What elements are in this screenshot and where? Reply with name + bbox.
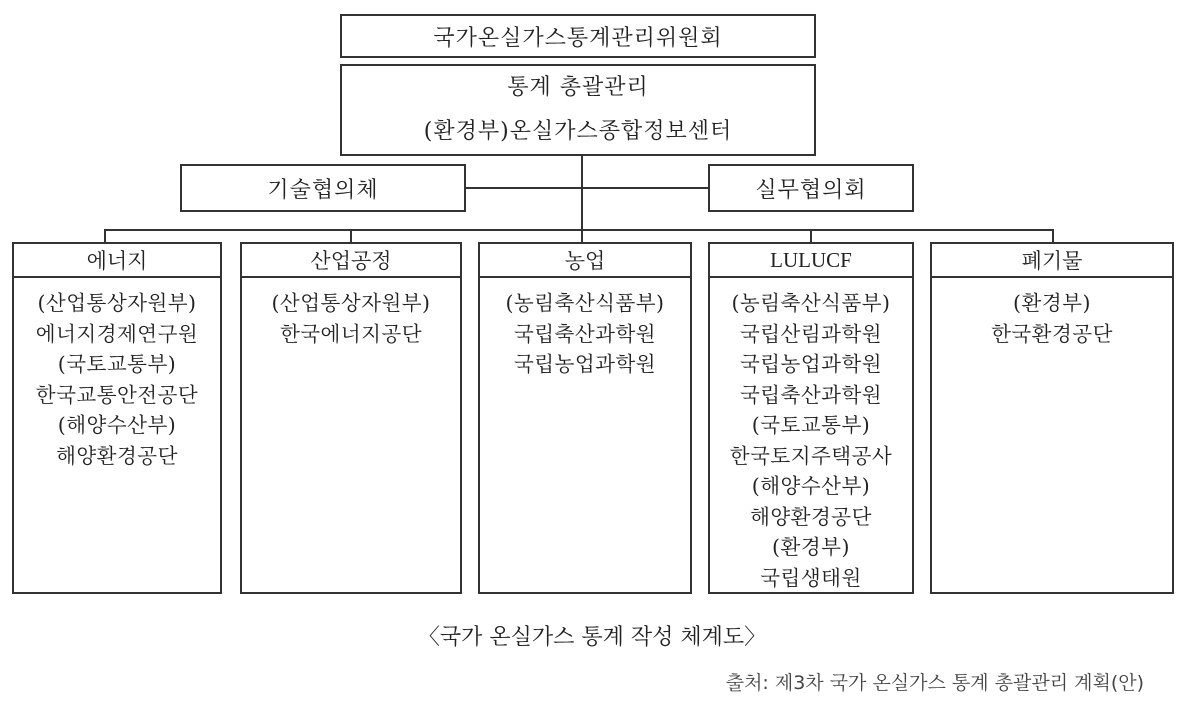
center-box bbox=[340, 104, 816, 156]
sector-line: 해양환경공단 bbox=[56, 443, 178, 468]
sector-line: (농림축산식품부) bbox=[731, 291, 891, 315]
technical-council-label: 기술협의체 bbox=[267, 177, 379, 203]
sector-line: (국토교통부) bbox=[57, 352, 177, 376]
sector-line: 국립농업과학원 bbox=[513, 352, 657, 376]
sector-line: (산업통상자원부) bbox=[37, 291, 197, 315]
sector-line: (환경부) bbox=[1013, 291, 1091, 315]
sector-bus-line bbox=[104, 229, 1054, 231]
sector-title: LULUCF bbox=[710, 244, 912, 278]
management-box bbox=[340, 64, 816, 106]
figure-caption: 〈국가 온실가스 통계 작성 체계도〉 bbox=[417, 625, 767, 650]
sector-line: (환경부) bbox=[772, 535, 850, 559]
sector-body bbox=[242, 278, 460, 349]
working-council-label: 실무협의회 bbox=[755, 177, 867, 203]
sector-title: 에너지 bbox=[14, 244, 220, 278]
source-note: 출처: 제3차 국가 온실가스 통계 총괄관리 계획(안) bbox=[725, 672, 1144, 694]
sector-line: 국립생태원 bbox=[760, 565, 862, 590]
sector-energy bbox=[12, 242, 222, 594]
sector-line: 국립농업과학원 bbox=[739, 352, 883, 376]
committee-label: 국가온실가스통계관리위원회 bbox=[433, 25, 723, 51]
sector-line: (해양수산부) bbox=[751, 474, 871, 498]
side-connector bbox=[464, 187, 708, 189]
sector-title: 폐기물 bbox=[932, 244, 1172, 278]
sector-line: 한국토지주택공사 bbox=[729, 443, 893, 468]
sector-agriculture bbox=[478, 242, 692, 594]
management-label: 통계 총괄관리 bbox=[507, 74, 649, 100]
sector-waste bbox=[930, 242, 1174, 594]
sector-line: 한국환경공단 bbox=[991, 321, 1113, 346]
sector-body bbox=[932, 278, 1172, 349]
sector-line: (농림축산식품부) bbox=[505, 291, 665, 315]
sector-line: 국립축산과학원 bbox=[739, 382, 883, 407]
sector-body bbox=[480, 278, 690, 380]
sector-title: 농업 bbox=[480, 244, 690, 278]
technical-council-box bbox=[180, 164, 466, 212]
sector-body bbox=[710, 278, 912, 593]
working-council-box bbox=[708, 164, 914, 212]
vertical-connector bbox=[581, 156, 583, 230]
sector-line: 에너지경제연구원 bbox=[35, 321, 199, 346]
sector-line: 한국교통안전공단 bbox=[35, 382, 199, 407]
sector-line: (산업통상자원부) bbox=[271, 291, 431, 315]
sector-line: (해양수산부) bbox=[57, 413, 177, 437]
sector-line: 해양환경공단 bbox=[750, 504, 872, 529]
sector-title: 산업공정 bbox=[242, 244, 460, 278]
sector-line: 국립축산과학원 bbox=[513, 321, 657, 346]
sector-line: 국립산림과학원 bbox=[739, 321, 883, 346]
sector-body bbox=[14, 278, 220, 471]
sector-lulucf bbox=[708, 242, 914, 594]
sector-line: (국토교통부) bbox=[751, 413, 871, 437]
center-label: (환경부)온실가스종합정보센터 bbox=[423, 118, 733, 144]
sector-industrial-process bbox=[240, 242, 462, 594]
sector-line: 한국에너지공단 bbox=[279, 321, 423, 346]
committee-box bbox=[340, 14, 816, 58]
